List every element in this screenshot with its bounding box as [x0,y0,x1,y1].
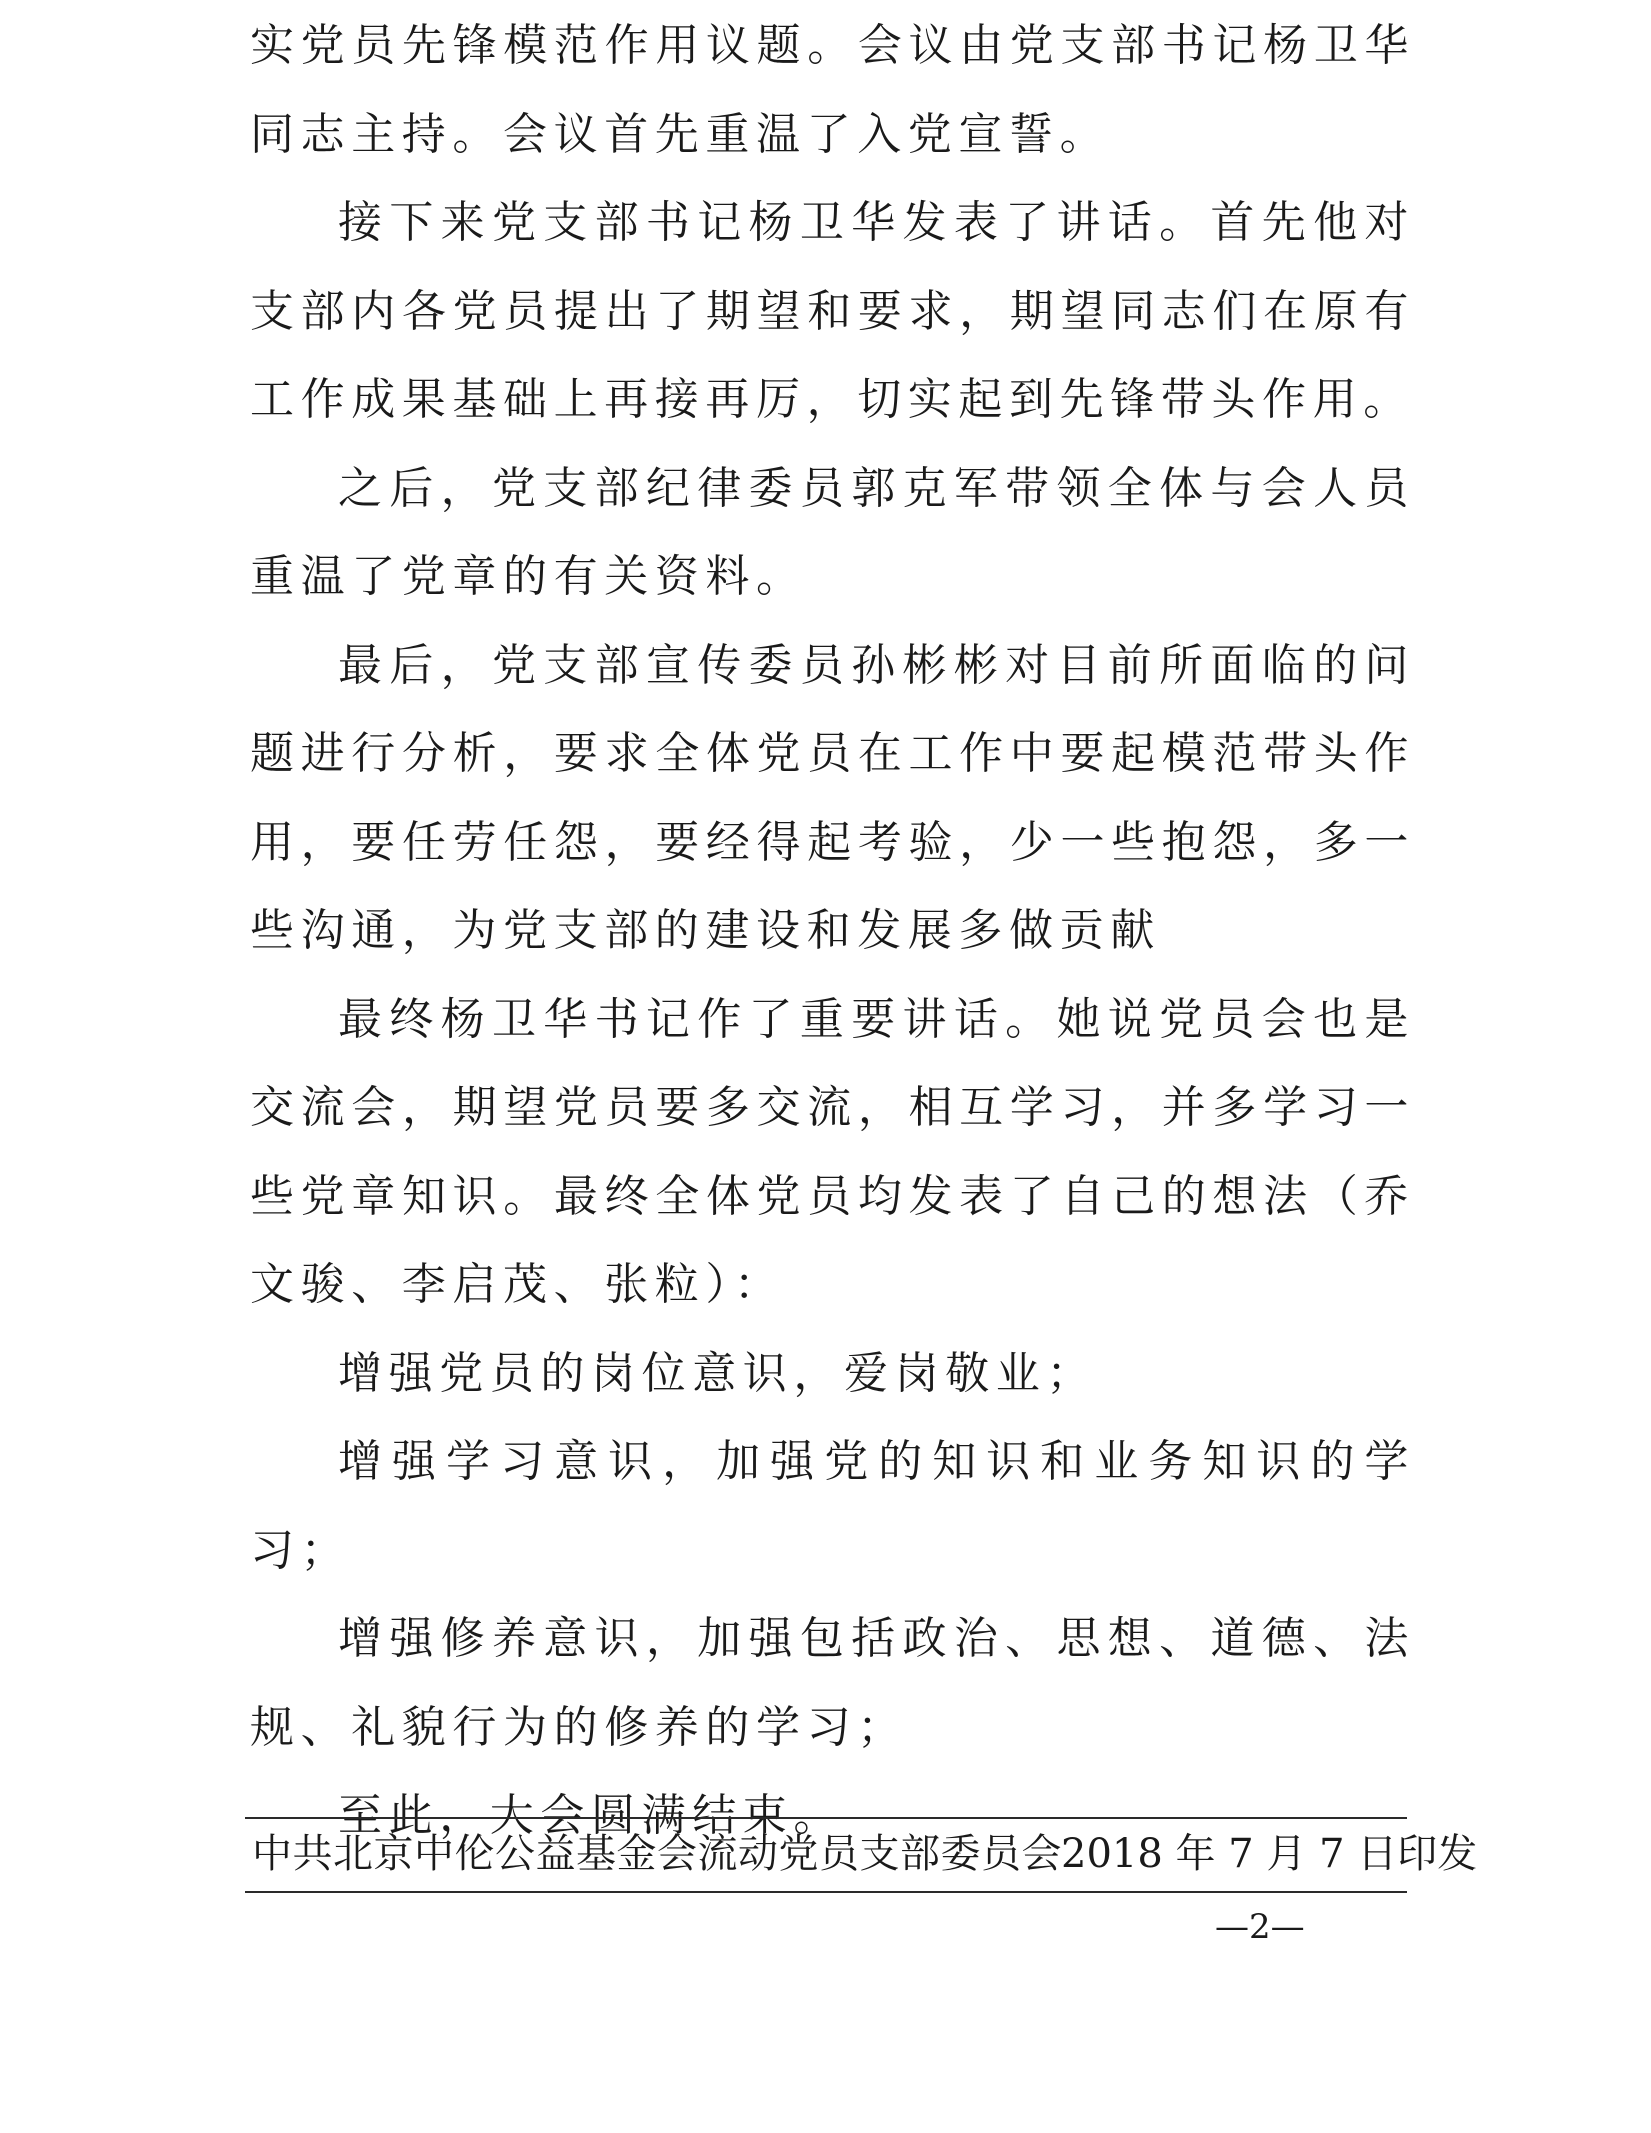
paragraph-final-speech: 最终杨卫华书记作了重要讲话。她说党员会也是交流会，期望党员要多交流，相互学习，并多学习一些党章知识。最终全体党员均发表了自己的想法（乔文骏、李启茂、张粒）： [250,993,1415,1310]
document-body [250,2,1415,1861]
page-number: —2— [1215,1907,1305,1947]
footer-bottom-rule [245,1891,1407,1893]
paragraph-point-learning: 增强学习意识，加强党的知识和业务知识的学习； [250,1436,1415,1576]
paragraph-continuation: 实党员先锋模范作用议题。会议由党支部书记杨卫华同志主持。会议首先重温了入党宣誓。 [250,20,1415,160]
paragraph-conclusion: 至此，大会圆满结束。 [338,1790,844,1841]
paragraph-secretary-speech: 接下来党支部书记杨卫华发表了讲话。首先他对支部内各党员提出了期望和要求，期望同志们在原有工作成果基础上再接再厉，切实起到先锋带头作用。 [250,197,1415,425]
footer-issue-date: 2018 年 7 月 7 日印发 [1061,1831,1478,1877]
paragraph-point-cultivation: 增强修养意识，加强包括政治、思想、道德、法规、礼貌行为的修养的学习； [250,1613,1415,1753]
footer-top-rule [245,1817,1407,1819]
paragraph-point-post-awareness: 增强党员的岗位意识，爱岗敬业； [338,1347,1097,1399]
footer-issuer: 中共北京中伦公益基金会流动党员支部委员会 [252,1831,1062,1877]
paragraph-discipline-review: 之后，党支部纪律委员郭克军带领全体与会人员重温了党章的有关资料。 [250,462,1415,602]
paragraph-publicity-analysis: 最后，党支部宣传委员孙彬彬对目前所面临的问题进行分析，要求全体党员在工作中要起模范带头作用，要任劳任怨，要经得起考验，少一些抱怨，多一些沟通，为党支部的建设和发展多做贡献 [250,639,1415,956]
